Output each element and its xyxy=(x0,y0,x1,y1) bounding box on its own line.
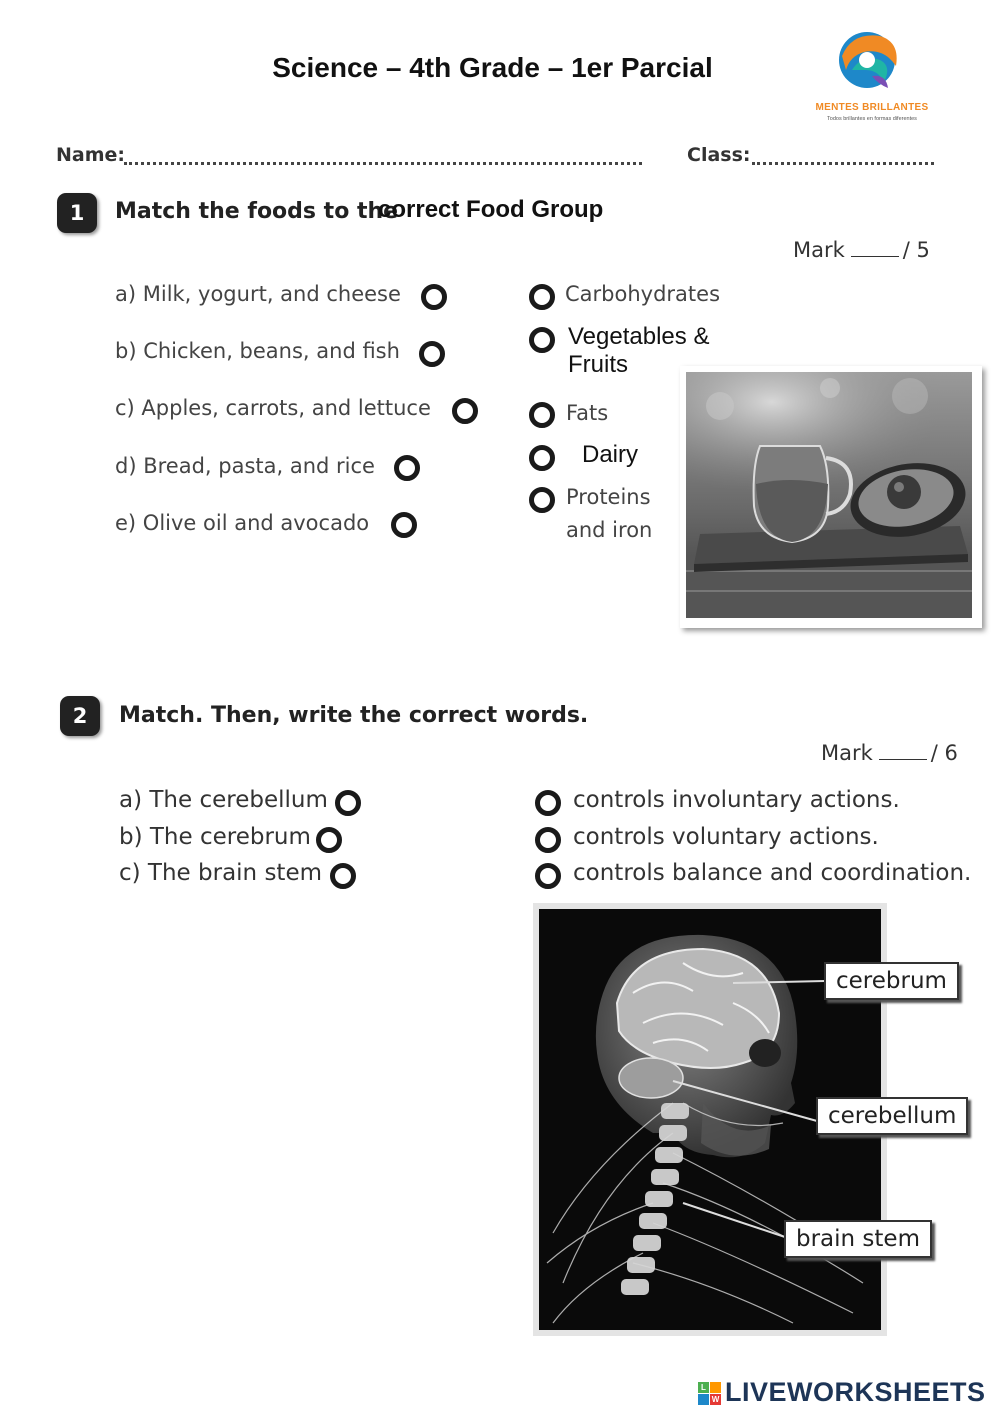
oil-avocado-photo xyxy=(680,366,982,628)
brain-part-b: b) The cerebrum xyxy=(119,824,311,850)
match-point-food-a[interactable] xyxy=(421,284,447,310)
brain-part-c: c) The brain stem xyxy=(119,860,323,886)
match-point-proteins[interactable] xyxy=(529,487,555,513)
group-proteins-line-2: and iron xyxy=(566,518,653,542)
mark-label: Mark xyxy=(793,238,845,262)
match-point-food-c[interactable] xyxy=(452,398,478,424)
match-point-fats[interactable] xyxy=(529,402,555,428)
brand-logo xyxy=(812,26,932,126)
group-carbohydrates: Carbohydrates xyxy=(565,282,721,306)
question-1-instruction-continued: correct Food Group xyxy=(378,196,604,223)
group-dairy: Dairy xyxy=(582,441,639,468)
food-item-d: d) Bread, pasta, and rice xyxy=(115,454,375,478)
name-label: Name: xyxy=(56,144,126,166)
group-vegetables-line-1: Vegetables & xyxy=(568,323,710,350)
brain-label-cerebrum: cerebrum xyxy=(824,962,959,1000)
icon-square: W xyxy=(711,1395,720,1404)
mark-label: Mark xyxy=(821,741,873,765)
liveworksheets-icon xyxy=(698,1382,722,1406)
food-item-b: b) Chicken, beans, and fish xyxy=(115,339,400,363)
match-point-brain-c[interactable] xyxy=(330,863,356,889)
question-1-mark xyxy=(793,238,930,262)
food-item-a: a) Milk, yogurt, and cheese xyxy=(115,282,401,306)
liveworksheets-logo xyxy=(698,1377,992,1410)
class-field[interactable] xyxy=(752,162,934,165)
mark-blank[interactable] xyxy=(879,759,927,760)
mark-total: / 5 xyxy=(902,238,930,262)
icon-square xyxy=(710,1382,721,1393)
logo-swirl-icon xyxy=(812,26,932,98)
match-point-function-2[interactable] xyxy=(535,827,561,853)
question-1-instruction: Match the foods to the xyxy=(115,199,399,224)
match-point-function-1[interactable] xyxy=(535,790,561,816)
logo-brand-text: MENTES BRILLANTES xyxy=(815,102,929,113)
brain-label-brain-stem: brain stem xyxy=(784,1220,932,1258)
match-point-food-e[interactable] xyxy=(391,512,417,538)
group-vegetables-line-2: Fruits xyxy=(568,351,628,378)
icon-square: L xyxy=(698,1382,709,1393)
match-point-vegetables[interactable] xyxy=(529,327,555,353)
logo-tagline: Todos brillantes en formas diferentes xyxy=(827,116,917,122)
question-2-instruction: Match. Then, write the correct words. xyxy=(119,703,589,728)
liveworksheets-wordmark: LIVEWORKSHEETS xyxy=(725,1377,986,1407)
food-item-c: c) Apples, carrots, and lettuce xyxy=(115,396,431,420)
brain-part-a: a) The cerebellum xyxy=(119,787,328,813)
group-proteins-line-1: Proteins xyxy=(566,485,651,509)
question-2-number: 2 xyxy=(60,696,100,736)
question-1-number: 1 xyxy=(57,193,97,233)
name-field[interactable] xyxy=(124,162,642,165)
oil-avocado-image xyxy=(680,366,982,628)
group-fats: Fats xyxy=(566,401,609,425)
match-point-carbohydrates[interactable] xyxy=(529,284,555,310)
match-point-food-b[interactable] xyxy=(419,341,445,367)
icon-square xyxy=(698,1394,709,1405)
function-item-1: controls involuntary actions. xyxy=(573,787,900,813)
match-point-food-d[interactable] xyxy=(394,455,420,481)
mark-blank[interactable] xyxy=(851,256,899,257)
match-point-function-3[interactable] xyxy=(535,863,561,889)
food-item-e: e) Olive oil and avocado xyxy=(115,511,370,535)
function-item-3: controls balance and coordination. xyxy=(573,860,972,886)
mark-total: / 6 xyxy=(930,741,958,765)
brain-label-cerebellum: cerebellum xyxy=(816,1097,968,1135)
function-item-2: controls voluntary actions. xyxy=(573,824,879,850)
match-point-brain-a[interactable] xyxy=(335,790,361,816)
page-title: Science – 4th Grade – 1er Parcial xyxy=(272,52,713,83)
class-label: Class: xyxy=(687,144,751,166)
match-point-dairy[interactable] xyxy=(529,445,555,471)
question-2-mark xyxy=(821,741,958,765)
match-point-brain-b[interactable] xyxy=(316,827,342,853)
